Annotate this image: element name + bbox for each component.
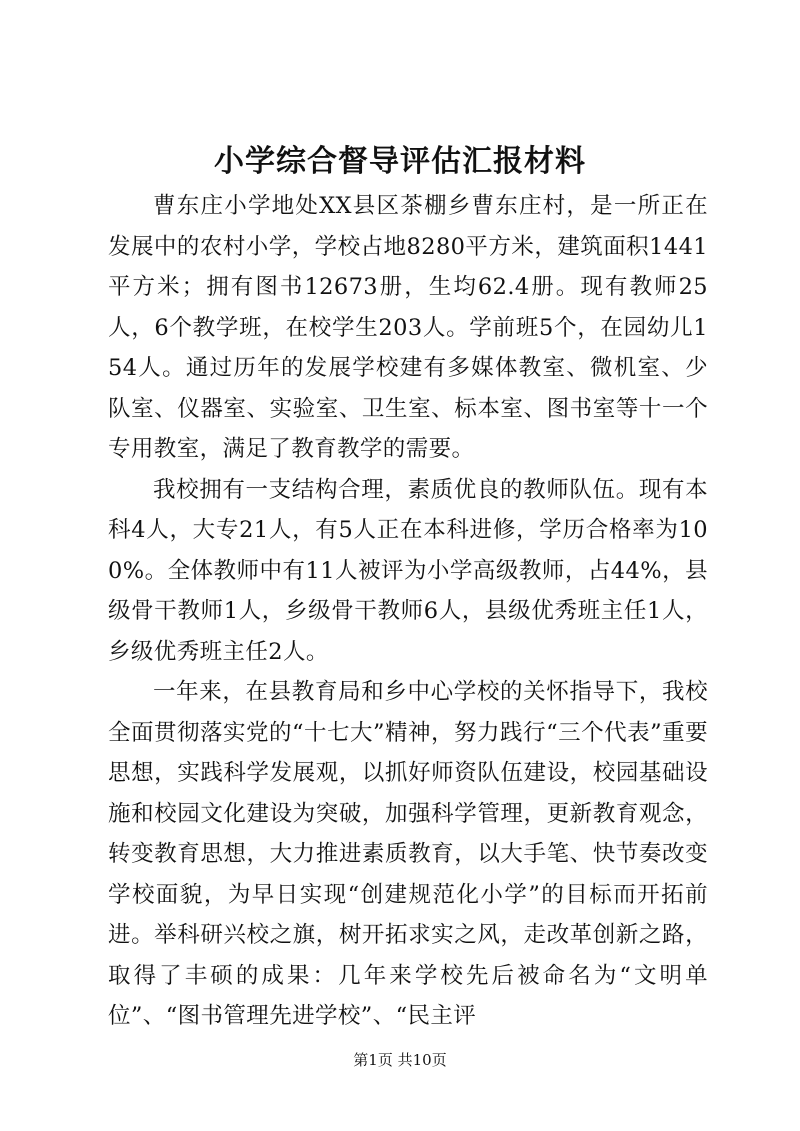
page-number: 第1页 共10页 — [353, 1051, 447, 1069]
paragraph-2: 我校拥有一支结构合理，素质优良的教师队伍。现有本科4人，大专21人，有5人正在本科进修，学历合格率为100%。全体教师中有11人被评为小学高级教师，占44%，县级骨干教师1人，乡级骨干教师6人，县级优秀班主任1人，乡级优秀班主任2人。 — [108, 476, 708, 665]
paragraph-3: 一年来，在县教育局和乡中心学校的关怀指导下，我校全面贯彻落实党的“十七大”精神，努力践行“三个代表”重要思想，实践科学发展观，以抓好师资队伍建设，校园基础设施和校园文化建设为突破，加强科学管理，更新教育观念，转变教育思想，大力推进素质教育，以大手笔、快节奏改变学校面貌，为早日实现“创建规范化小学”的目标而开拓前进。举科研兴校之旗，树开拓求实之风，走改革创新之路，取得了丰硕的成果：几年来学校先后被命名为“文明单位”、“图书管理先进学校”、“民主评 — [108, 679, 708, 1029]
document-title: 小学综合督导评估汇报材料 — [214, 144, 586, 179]
document-body — [108, 186, 708, 1037]
paragraph-1: 曹东庄小学地处XX县区茶棚乡曹东庄村，是一所正在发展中的农村小学，学校占地8280平方米，建筑面积1441平方米；拥有图书12673册，生均62.4册。现有教师25人，6个教学班，在校学生203人。学前班5个，在园幼儿154人。通过历年的发展学校建有多媒体教室、微机室、少队室、仪器室、实验室、卫生室、标本室、图书室等十一个专用教室，满足了教育教学的需要。 — [108, 193, 708, 462]
